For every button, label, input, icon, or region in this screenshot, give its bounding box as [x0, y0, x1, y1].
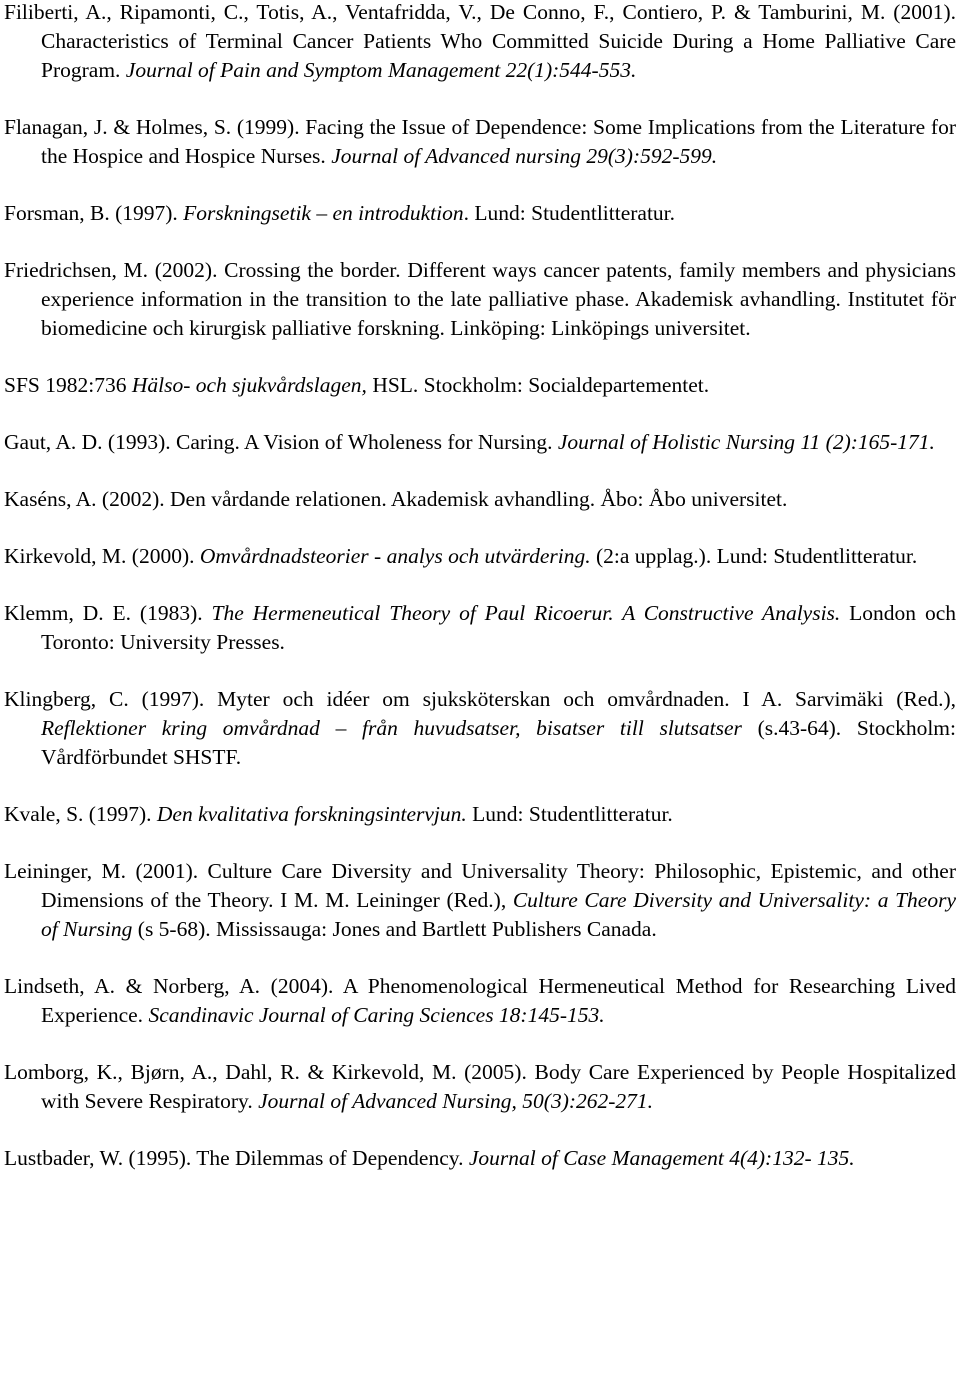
- reference-italic-text: Journal of Advanced nursing 29(3):592-599.: [331, 144, 718, 168]
- reference-entry: [4, 542, 956, 571]
- reference-entry: [4, 428, 956, 457]
- reference-text: Forsman, B. (1997).: [4, 201, 184, 225]
- reference-entry: [4, 113, 956, 171]
- reference-italic-text: Journal of Holistic Nursing 11 (2):165-171.: [557, 430, 935, 454]
- reference-italic-text: Forskningsetik – en introduktion: [183, 201, 464, 225]
- reference-entry: [4, 1058, 956, 1116]
- reference-text: Lund: Studentlitteratur.: [466, 802, 673, 826]
- reference-text: Kirkevold, M. (2000).: [4, 544, 200, 568]
- reference-italic-text: Omvårdnadsteorier - analys och utvärdering.: [199, 544, 591, 568]
- reference-text: Gaut, A. D. (1993). Caring. A Vision of Wholeness for Nursing.: [4, 430, 558, 454]
- reference-text: (s 5-68). Mississauga: Jones and Bartlett Publishers Canada.: [132, 917, 657, 941]
- reference-entry: [4, 800, 956, 829]
- reference-text: SFS 1982:736: [4, 373, 132, 397]
- reference-italic-text: Hälso- och sjukvårdslagen,: [131, 373, 367, 397]
- reference-italic-text: Journal of Case Management 4(4):132- 135.: [468, 1146, 855, 1170]
- reference-text: London och Toronto: University Presses.: [41, 601, 956, 654]
- reference-entry: [4, 485, 956, 514]
- reference-list: [4, 0, 956, 1173]
- reference-text: Klemm, D. E. (1983).: [4, 601, 212, 625]
- reference-text: . Lund: Studentlitteratur.: [463, 201, 676, 225]
- reference-text: Klingberg, C. (1997). Myter och idéer om sjuksköterskan och omvårdnaden. I A. Sarvimäki (Red.),: [4, 687, 956, 711]
- reference-entry: [4, 199, 956, 228]
- reference-italic-text: Den kvalitativa forskningsintervjun.: [156, 802, 467, 826]
- reference-text: Leininger, M. (2001). Culture Care Diversity and Universality Theory: Philosophic, Epistemic, and other Dimensions of the Theory. I M. M. Leininger (Red.),: [4, 859, 956, 912]
- reference-italic-text: The Hermeneutical Theory of Paul Ricoerur. A Constructive Analysis.: [211, 601, 841, 625]
- reference-text: Kaséns, A. (2002). Den vårdande relationen. Akademisk avhandling. Åbo: Åbo universitet.: [4, 487, 788, 511]
- reference-entry: [4, 256, 956, 343]
- reference-entry: [4, 685, 956, 772]
- reference-entry: [4, 972, 956, 1030]
- reference-text: Lomborg, K., Bjørn, A., Dahl, R. & Kirkevold, M. (2005). Body Care Experienced by People Hospitalized with Severe Respiratory.: [4, 1060, 956, 1113]
- reference-entry: [4, 371, 956, 400]
- reference-entry: [4, 0, 956, 85]
- reference-entry: [4, 1144, 956, 1173]
- reference-entry: [4, 857, 956, 944]
- reference-italic-text: Culture Care Diversity and Universality: a Theory of Nursing: [41, 888, 956, 941]
- reference-text: Friedrichsen, M. (2002). Crossing the border. Different ways cancer patents, family members and physicians experience information in the transition to the late palliative phase. Akademisk avhandling. Institutet för biomedicine och kirurgisk palliative forskning. Linköping: Linköpings universitet.: [4, 258, 956, 340]
- reference-text: (s.43-64). Stockholm: Vårdförbundet SHSTF.: [41, 716, 956, 769]
- reference-italic-text: Scandinavic Journal of Caring Sciences 18:145-153.: [148, 1003, 605, 1027]
- reference-text: (2:a upplag.). Lund: Studentlitteratur.: [590, 544, 918, 568]
- reference-italic-text: Reflektioner kring omvårdnad – från huvudsatser, bisatser till slutsatser: [41, 716, 742, 740]
- reference-italic-text: Journal of Pain and Symptom Management 22(1):544-553.: [125, 58, 637, 82]
- reference-text: Lindseth, A. & Norberg, A. (2004). A Phenomenological Hermeneutical Method for Researching Lived Experience.: [4, 974, 956, 1027]
- reference-text: HSL. Stockholm: Socialdepartementet.: [366, 373, 710, 397]
- reference-text: Flanagan, J. & Holmes, S. (1999). Facing the Issue of Dependence: Some Implications from the Literature for the Hospice and Hospice Nurses.: [4, 115, 956, 168]
- reference-entry: [4, 599, 956, 657]
- reference-text: Lustbader, W. (1995). The Dilemmas of Dependency.: [4, 1146, 469, 1170]
- reference-text: Kvale, S. (1997).: [4, 802, 157, 826]
- reference-italic-text: Journal of Advanced Nursing, 50(3):262-271.: [258, 1089, 654, 1113]
- reference-text: Filiberti, A., Ripamonti, C., Totis, A., Ventafridda, V., De Conno, F., Contiero, P. & Tamburini, M. (2001). Characteristics of Terminal Cancer Patients Who Committed Suicide During a Home Palliative Care Program.: [4, 0, 956, 82]
